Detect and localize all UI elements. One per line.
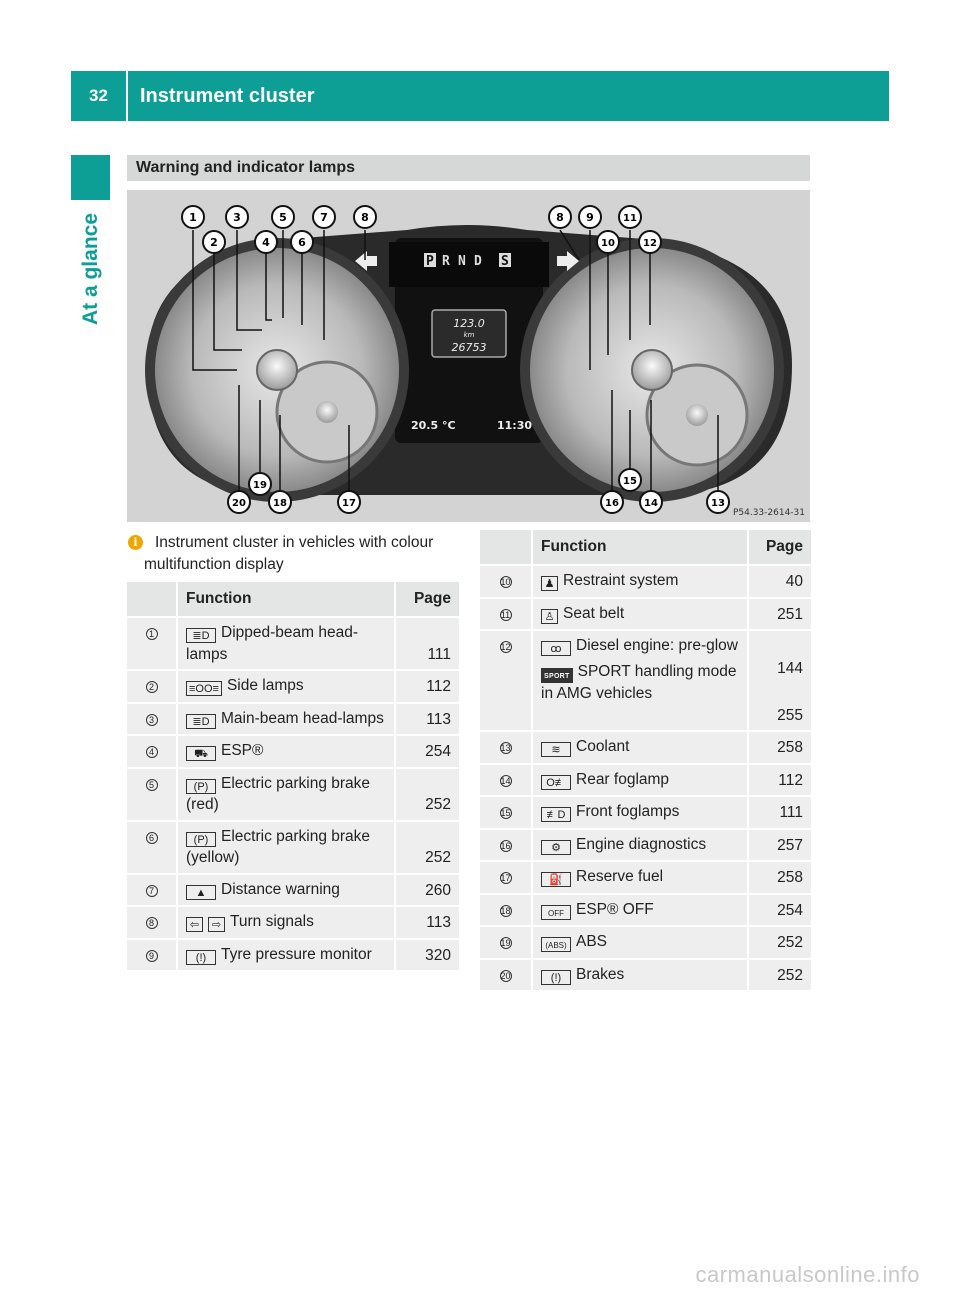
callout-9: 9 <box>586 211 594 224</box>
callout-19: 19 <box>253 480 267 491</box>
row-number: 2 <box>146 681 158 693</box>
table-header-num <box>480 530 532 565</box>
front-foglamp-icon: ≢D <box>541 807 571 822</box>
callout-5: 5 <box>279 211 287 224</box>
table-row <box>127 821 459 874</box>
row-number: 13 <box>500 743 511 753</box>
coolant-icon: ≋ <box>541 742 571 757</box>
row-number: 1 <box>146 628 158 640</box>
function-label: Dipped-beam head-lamps <box>186 624 359 663</box>
side-tab-label <box>71 204 110 334</box>
callout-1: 1 <box>189 211 197 224</box>
sport-icon: SPORT <box>541 668 573 683</box>
callout-11: 11 <box>623 213 637 224</box>
speedometer-hub <box>257 350 297 390</box>
left-function-table <box>127 582 459 972</box>
dipped-beam-icon: ≣D <box>186 628 216 643</box>
callout-8-right: 8 <box>556 211 564 224</box>
right-function-table <box>480 530 811 992</box>
callout-20: 20 <box>232 498 246 509</box>
page-header <box>71 71 889 121</box>
function-label: Seat belt <box>563 604 625 622</box>
info-icon: i <box>128 535 143 550</box>
table-row <box>127 939 459 972</box>
function-label: Tyre pressure monitor <box>221 945 372 963</box>
side-lamps-icon: ≡OO≡ <box>186 681 222 696</box>
page-ref: 252 <box>395 768 459 821</box>
row-number: 12 <box>500 642 511 652</box>
callout-3: 3 <box>233 211 241 224</box>
turn-right-icon: ⇨ <box>208 917 225 932</box>
page-ref: 260 <box>395 874 459 907</box>
callout-16: 16 <box>605 498 619 509</box>
function-label: Front foglamps <box>576 803 680 820</box>
table-header-function: Function <box>177 582 395 617</box>
restraint-system-icon: ♟ <box>541 576 558 591</box>
page-ref: 252 <box>748 959 811 992</box>
page-ref-sport: 255 <box>777 706 803 724</box>
function-label: Main-beam head-lamps <box>221 709 384 727</box>
table-row <box>480 926 811 959</box>
callout-12: 12 <box>643 238 657 249</box>
preglow-icon: ꝏ <box>541 641 571 656</box>
table-header-page: Page <box>395 582 459 617</box>
seat-belt-icon: ♙ <box>541 609 558 624</box>
main-beam-icon: ≣D <box>186 714 216 729</box>
table-row <box>127 735 459 768</box>
table-row <box>480 796 811 829</box>
row-number: 8 <box>146 917 158 929</box>
gear-display-bg <box>389 242 549 287</box>
row-number: 3 <box>146 714 158 726</box>
table-row <box>480 829 811 862</box>
function-label: Side lamps <box>226 677 304 694</box>
row-number: 5 <box>146 779 158 791</box>
esp-off-icon: OFF <box>541 905 571 920</box>
table-row <box>480 565 811 598</box>
distance-warning-icon: ▲ <box>186 885 216 900</box>
row-number: 6 <box>146 832 158 844</box>
callout-15: 15 <box>623 476 637 487</box>
table-row <box>480 731 811 764</box>
function-label-sport: SPORT handling mode in AMG vehicles <box>541 662 737 702</box>
info-note-text: Instrument cluster in vehicles with colour multifunction display <box>144 534 434 573</box>
trip-unit: km <box>463 331 475 339</box>
callout-7: 7 <box>320 211 328 224</box>
figure-code: P54.33-2614-31 <box>732 508 805 518</box>
row-number: 11 <box>500 609 511 620</box>
page-ref: 111 <box>395 617 459 670</box>
row-number: 10 <box>500 577 511 587</box>
page-ref: 40 <box>748 565 811 598</box>
temperature-readout: 20.5 °C <box>411 419 456 432</box>
gear-s: S <box>501 254 509 269</box>
parking-brake-icon: (P) <box>186 832 216 847</box>
callout-4: 4 <box>262 236 270 249</box>
row-number: 18 <box>500 905 511 916</box>
trip-value: 123.0 <box>453 317 485 330</box>
callout-18: 18 <box>273 498 287 509</box>
callout-10: 10 <box>601 238 615 249</box>
table-row <box>127 768 459 821</box>
row-number: 20 <box>500 970 511 981</box>
page-ref: 252 <box>395 821 459 874</box>
function-label: Turn signals <box>230 913 314 930</box>
table-header-row <box>480 530 811 565</box>
engine-diagnostics-icon: ⚙ <box>541 840 571 855</box>
tachometer-hub <box>632 350 672 390</box>
row-number: 7 <box>146 885 158 897</box>
page-ref: 258 <box>748 731 811 764</box>
callout-13: 13 <box>711 498 725 509</box>
callout-14: 14 <box>644 498 658 509</box>
watermark-text: carmanualsonline.info <box>695 1262 920 1287</box>
callout-2: 2 <box>210 236 218 249</box>
table-row <box>127 703 459 736</box>
info-note <box>144 532 462 576</box>
table-row <box>127 617 459 670</box>
callout-8-left: 8 <box>361 211 369 224</box>
page-ref: 112 <box>395 670 459 703</box>
table-row <box>127 874 459 907</box>
row-number: 15 <box>500 808 511 818</box>
section-title: Warning and indicator lamps <box>136 159 355 176</box>
table-row <box>480 598 811 631</box>
table-row <box>127 906 459 939</box>
table-header-function: Function <box>532 530 748 565</box>
function-label: Distance warning <box>221 880 340 898</box>
callout-17: 17 <box>342 498 356 509</box>
page-ref: 257 <box>748 829 811 862</box>
gear-p: P <box>426 254 434 269</box>
page-ref: 254 <box>395 735 459 768</box>
page-title: Instrument cluster <box>140 84 315 107</box>
row-number: 17 <box>500 873 511 883</box>
function-label: Coolant <box>576 738 630 755</box>
table-header-num <box>127 582 177 617</box>
page-ref: 252 <box>748 926 811 959</box>
side-tab-marker <box>71 155 110 200</box>
row-number: 4 <box>146 746 158 758</box>
table-row <box>127 670 459 703</box>
side-tab-text: At a glance <box>78 212 102 326</box>
page-ref: 112 <box>748 764 811 797</box>
abs-icon: (ABS) <box>541 937 571 952</box>
function-label: Engine diagnostics <box>576 835 707 853</box>
function-label: Electric parking brake (red) <box>186 774 371 813</box>
table-row <box>480 764 811 797</box>
odometer-value: 26753 <box>451 341 487 354</box>
row-number: 19 <box>500 938 511 948</box>
row-number: 14 <box>500 775 511 786</box>
function-label: Electric parking brake (yellow) <box>186 827 371 866</box>
page-ref: 320 <box>395 939 459 972</box>
row-number: 9 <box>146 950 158 962</box>
clock-readout: 11:30 <box>497 419 533 432</box>
page-ref: 258 <box>748 861 811 894</box>
function-label: ABS <box>576 933 608 950</box>
function-label: Restraint system <box>563 572 679 589</box>
function-label: Rear foglamp <box>576 770 670 788</box>
temp-hub <box>686 404 708 426</box>
brakes-icon: (!) <box>541 970 571 985</box>
function-label: Diesel engine: pre-glow <box>576 637 738 654</box>
function-label: ESP® <box>221 742 264 759</box>
rear-foglamp-icon: O≢ <box>541 775 571 790</box>
turn-left-icon: ⇦ <box>186 917 203 932</box>
page-ref: 111 <box>748 796 811 829</box>
section-header <box>127 155 810 181</box>
tyre-pressure-icon: (!) <box>186 950 216 965</box>
function-label: Brakes <box>576 965 625 983</box>
instrument-cluster-illustration <box>127 190 810 522</box>
function-label: ESP® OFF <box>576 900 654 918</box>
table-row <box>480 861 811 894</box>
instrument-cluster-figure <box>127 190 810 522</box>
page-ref: 144 <box>777 660 803 677</box>
fuel-hub <box>316 401 338 423</box>
table-row <box>480 630 811 731</box>
page-ref: 113 <box>395 906 459 939</box>
esp-icon: ⛟ <box>186 746 216 761</box>
gear-d: D <box>474 254 482 269</box>
reserve-fuel-icon: ⛽ <box>541 872 571 887</box>
callout-6: 6 <box>298 236 306 249</box>
page-ref: 251 <box>748 598 811 631</box>
table-header-page: Page <box>748 530 811 565</box>
header-divider <box>126 71 128 121</box>
row-number: 16 <box>500 840 511 851</box>
page-ref: 254 <box>748 894 811 927</box>
table-row <box>480 959 811 992</box>
gear-n: N <box>458 254 466 269</box>
gear-r: R <box>442 254 450 269</box>
table-row <box>480 894 811 927</box>
function-label: Reserve fuel <box>576 868 664 885</box>
page-ref: 113 <box>395 703 459 736</box>
table-header-row <box>127 582 459 617</box>
page-number: 32 <box>89 86 108 105</box>
parking-brake-icon: (P) <box>186 779 216 794</box>
